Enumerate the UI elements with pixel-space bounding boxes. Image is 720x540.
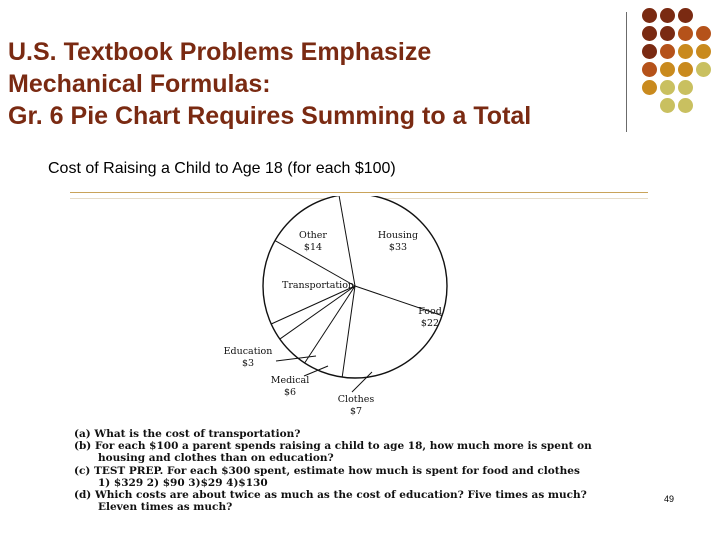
question-c (74, 465, 634, 477)
question-label: (b) (74, 440, 92, 453)
label-medical-value: $6 (283, 387, 297, 398)
dot-icon (642, 80, 657, 95)
dot-icon (696, 44, 711, 59)
question-text: What is the cost of transportation? (94, 428, 301, 440)
title-divider (626, 12, 627, 132)
title-line-3: Gr. 6 Pie Chart Requires Summing to a Total (8, 102, 532, 130)
question-a (74, 428, 634, 440)
label-food-value: $22 (420, 318, 440, 329)
question-text: For each $100 a parent spends raising a child to age 18, how much more is spent on (94, 440, 592, 453)
dot-icon (660, 80, 675, 95)
label-food-name: Food (418, 306, 442, 317)
label-education-value: $3 (241, 358, 255, 369)
dot-icon (678, 26, 693, 41)
page-number: 49 (664, 494, 675, 504)
dot-icon (660, 44, 675, 59)
slide-title (8, 36, 608, 132)
dot-icon (678, 80, 693, 95)
question-label: (a) (74, 428, 91, 440)
dot-icon (678, 44, 693, 59)
dot-icon (642, 62, 657, 77)
question-label: (c) (74, 464, 91, 477)
label-housing-name: Housing (377, 230, 419, 241)
dot-icon (660, 98, 675, 113)
label-transportation-name: Transportation (282, 280, 355, 291)
question-label: (d) (74, 489, 92, 502)
label-clothes-name: Clothes (337, 394, 375, 405)
title-line-2: Mechanical Formulas: (8, 70, 271, 98)
label-medical-name: Medical (270, 375, 310, 386)
question-d-continued: Eleven times as much? (98, 501, 233, 514)
dot-icon (678, 98, 693, 113)
label-other-name: Other (299, 230, 327, 241)
question-b (74, 440, 634, 452)
dot-icon (660, 26, 675, 41)
label-housing-value: $33 (388, 242, 408, 253)
dot-icon (696, 26, 711, 41)
chart-subtitle: Cost of Raising a Child to Age 18 (for each $100) (48, 160, 396, 177)
question-text: Which costs are about twice as much as the cost of education? Five times as much? (94, 489, 587, 502)
label-other-value: $14 (303, 242, 323, 253)
dot-icon (660, 8, 675, 23)
title-line-1: U.S. Textbook Problems Emphasize (8, 38, 432, 66)
label-clothes-value: $7 (349, 406, 363, 417)
dot-icon (642, 26, 657, 41)
dot-icon (642, 44, 657, 59)
dot-icon (696, 62, 711, 77)
dot-icon (660, 62, 675, 77)
question-text: TEST PREP. For each $300 spent, estimate how much is spent for food and clothes (94, 464, 580, 477)
question-d (74, 489, 634, 501)
label-education-name: Education (223, 346, 273, 357)
dot-icon (678, 62, 693, 77)
question-b-continued: housing and clothes than on education? (98, 452, 334, 465)
question-c-options: 1) $329 2) $90 3)$29 4)$130 (98, 476, 268, 489)
dot-icon (642, 8, 657, 23)
dot-icon (678, 8, 693, 23)
question-list (74, 428, 634, 513)
divider-line (70, 192, 648, 193)
